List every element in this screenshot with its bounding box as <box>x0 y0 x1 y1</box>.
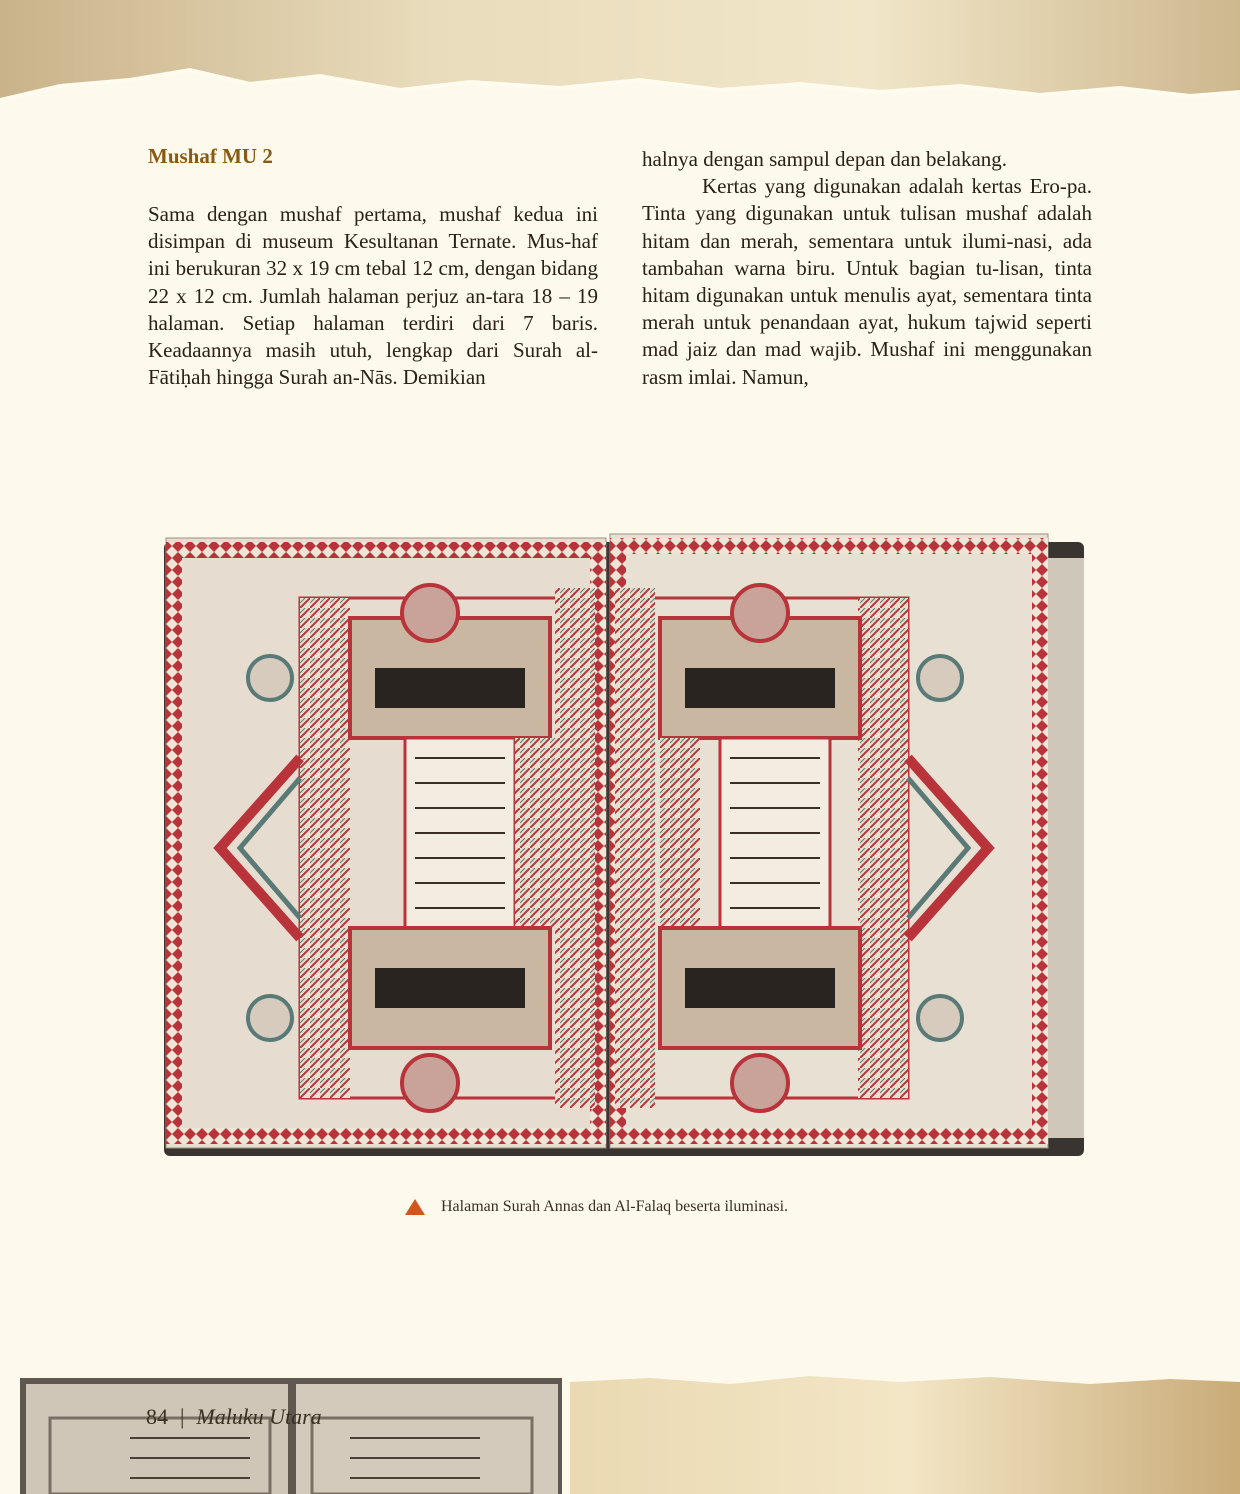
page-footer <box>146 1404 322 1430</box>
left-text-column <box>148 201 598 391</box>
torn-paper-footer <box>570 1374 1240 1494</box>
caption-text: Halaman Surah Annas dan Al-Falaq beserta iluminasi. <box>441 1198 789 1215</box>
torn-paper-header <box>0 0 1240 110</box>
section-heading: Mushaf MU 2 <box>148 144 273 168</box>
paragraph: Kertas yang digunakan adalah kertas Ero-pa. Tinta yang digunakan untuk tulisan mushaf adalah hitam dan merah, sementara untuk ilumi-nasi, ada tambahan warna biru. Untuk bagian tu-lisan, tinta hitam digunakan untuk menulis ayat, sementara tinta merah untuk penandaan ayat, hukum tajwid seperti mad jaiz dan mad wajib. Mushaf ini menggunakan rasm imlai. Namun, <box>642 174 1092 389</box>
figure-caption <box>405 1196 788 1218</box>
page-number: 84 <box>146 1404 168 1429</box>
triangle-marker-icon <box>405 1199 425 1215</box>
paragraph: Sama dengan mushaf pertama, mushaf kedua ini disimpan di museum Kesultanan Ternate. Mus-haf ini berukuran 32 x 19 cm tebal 12 cm, dengan bidang 22 x 12 cm. Jumlah halaman perjuz an-tara 18 – 19 halaman. Setiap halaman terdiri dari 7 baris. Keadaannya masih utuh, lengkap dari Surah al-Fātiḥah hingga Surah an-Nās. Demikian <box>148 202 598 390</box>
book-title: Maluku Utara <box>196 1404 322 1429</box>
illuminated-manuscript-image <box>160 528 1090 1168</box>
paragraph: halnya dengan sampul depan dan belakang. <box>642 147 1008 171</box>
manuscript-photo-partial <box>20 1378 562 1494</box>
right-text-column <box>642 146 1092 391</box>
footer-separator: | <box>180 1404 185 1429</box>
